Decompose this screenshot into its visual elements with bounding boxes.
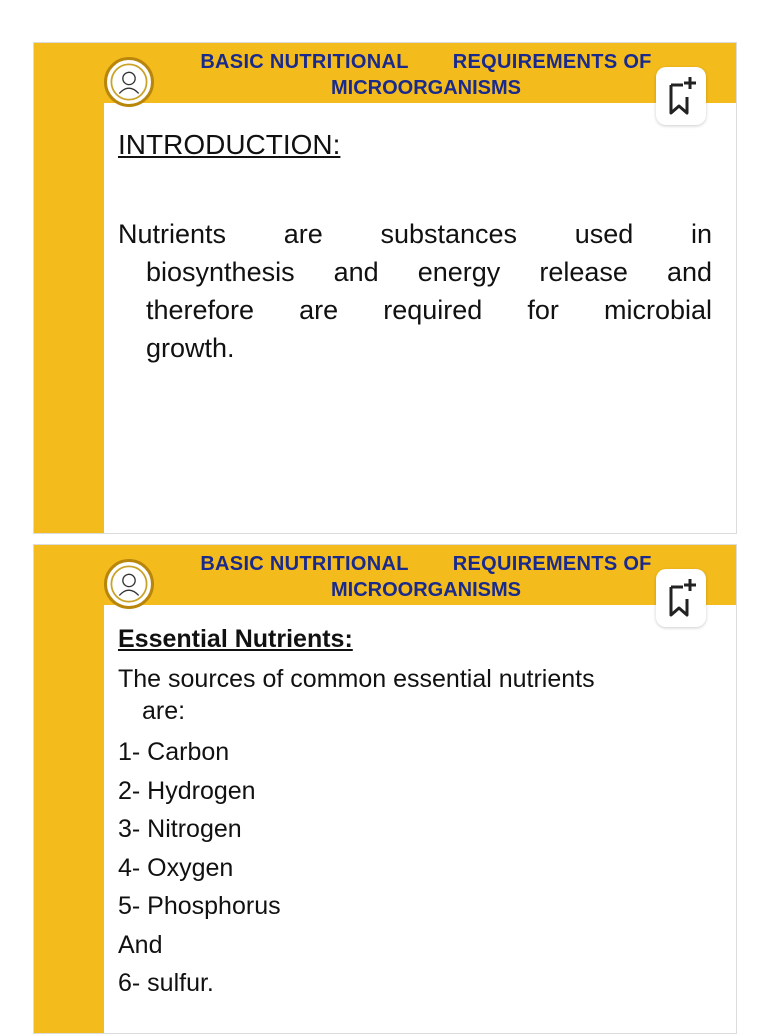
section-heading: INTRODUCTION: [118,129,341,160]
header-line-2: MICROORGANISMS [331,77,521,99]
left-accent-bar [34,545,104,1033]
header-line-2: MICROORGANISMS [331,579,521,601]
nutrient-list [118,733,281,1003]
slide-essential-nutrients [33,544,737,1034]
list-item: 4- Oxygen [118,853,234,882]
list-item: 6- sulfur. [118,969,214,997]
intro-line: are: [142,697,186,725]
slide-header-title [156,49,696,101]
list-item: And [118,930,163,959]
left-accent-bar [34,43,104,533]
intro-paragraph [118,215,712,367]
header-line-1a: BASIC NUTRITIONAL [200,51,409,73]
list-item: 1- Carbon [118,738,230,766]
paragraph-line: therefore are required for microbial [146,295,712,325]
bookmark-add-icon [656,569,706,627]
paragraph-line: growth. [146,333,235,363]
section-heading: Essential Nutrients: [118,625,353,653]
list-item: 2- Hydrogen [118,776,256,805]
bookmark-button[interactable] [656,569,706,627]
list-item: 3- Nitrogen [118,815,242,843]
header-line-1a: BASIC NUTRITIONAL [200,553,409,575]
list-item: 5- Phosphorus [118,892,281,920]
nutrients-intro [118,663,712,727]
header-line-1b: REQUIREMENTS OF [452,51,652,73]
slide-header-title [156,551,696,603]
college-seal-icon [104,57,154,107]
college-seal-icon [104,559,154,609]
header-line-1b: REQUIREMENTS OF [452,553,652,575]
bookmark-add-icon [656,67,706,125]
paragraph-line: biosynthesis and energy release and [146,257,712,287]
paragraph-line: Nutrients are substances used in [118,219,712,249]
slide-introduction [33,42,737,534]
bookmark-button[interactable] [656,67,706,125]
intro-line: The sources of common essential nutrients [118,665,595,693]
